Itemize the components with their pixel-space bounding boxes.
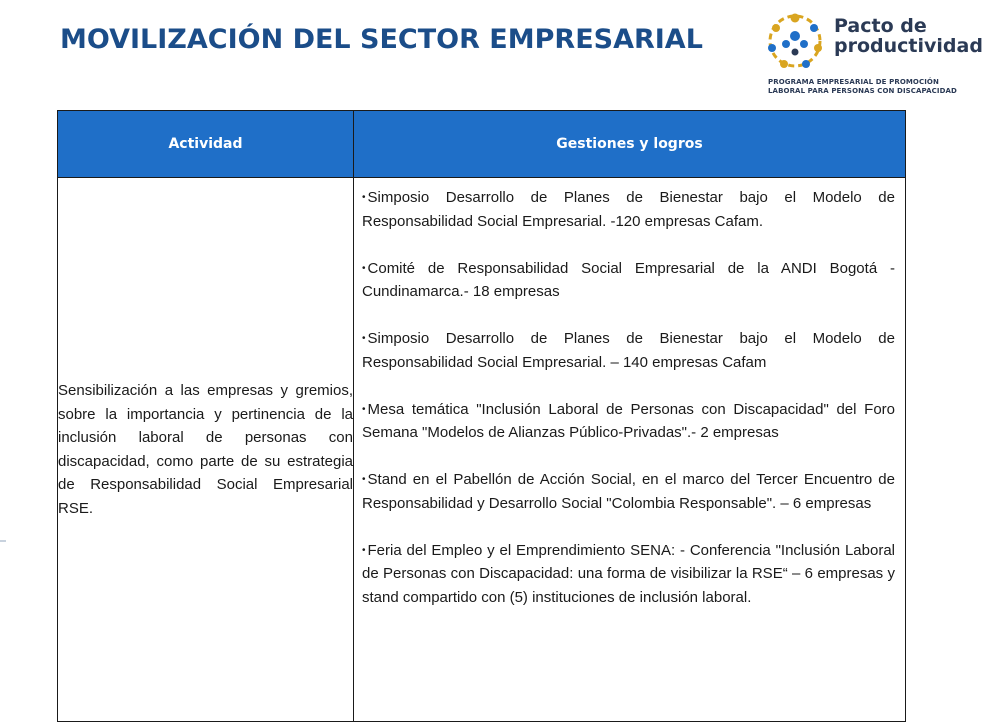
logro-item <box>362 468 895 515</box>
logro-text: Simposio Desarrollo de Planes de Bienestar bajo el Modelo de Responsabilidad Social Empresarial. -120 empresas Cafam. <box>362 189 895 230</box>
bullet-icon: • <box>362 333 366 344</box>
logro-item <box>362 327 895 374</box>
logros-cell <box>354 178 906 722</box>
header-actividad: Actividad <box>58 111 354 178</box>
header-gestiones-logros: Gestiones y logros <box>354 111 906 178</box>
slide-edge-mark <box>0 540 6 542</box>
logro-item <box>362 539 895 610</box>
bullet-icon: • <box>362 474 366 485</box>
logo-subtitle <box>768 78 958 96</box>
logro-text: Comité de Responsabilidad Social Empresarial de la ANDI Bogotá - Cundinamarca.- 18 empresas <box>362 259 895 300</box>
table-row <box>58 178 906 722</box>
activities-table <box>57 110 906 722</box>
logo-subtitle-line1: PROGRAMA EMPRESARIAL DE PROMOCIÓN <box>768 78 939 86</box>
logros-list <box>362 186 895 609</box>
pacto-logo <box>760 6 983 102</box>
logro-text: Stand en el Pabellón de Acción Social, en el marco del Tercer Encuentro de Responsabilidad y Desarrollo Social "Colombia Responsable". – 6 empresas <box>362 471 895 512</box>
bullet-icon: • <box>362 192 366 203</box>
activity-cell: Sensibilización a las empresas y gremios, sobre la importancia y pertinencia de la inclusión laboral de personas con discapacidad, como parte de su estrategia de Responsabilidad Social Empresarial RSE. <box>58 178 354 722</box>
table-header-row <box>58 111 906 178</box>
bullet-icon: • <box>362 403 366 415</box>
page-title: MOVILIZACIÓN DEL SECTOR EMPRESARIAL <box>60 24 703 55</box>
logro-text: Simposio Desarrollo de Planes de Bienestar bajo el Modelo de Responsabilidad Social Empresarial. – 140 empresas Cafam <box>362 330 895 371</box>
logro-item <box>362 398 895 445</box>
logo-name <box>834 16 983 56</box>
logro-item <box>362 257 895 304</box>
bullet-icon: • <box>362 544 366 556</box>
logo-name-line2: productividad <box>834 35 983 57</box>
logro-item <box>362 186 895 233</box>
logro-text: Mesa temática "Inclusión Laboral de Personas con Discapacidad" del Foro Semana "Modelos de Alianzas Público-Privadas".- 2 empresas <box>362 400 895 441</box>
bullet-icon: • <box>362 262 366 274</box>
logo-name-line1: Pacto de <box>834 15 927 37</box>
logo-subtitle-line2: LABORAL PARA PERSONAS CON DISCAPACIDAD <box>768 87 957 95</box>
pacto-logo-mark-icon <box>764 10 826 72</box>
logro-text: Feria del Empleo y el Emprendimiento SENA: - Conferencia "Inclusión Laboral de Personas con Discapacidad: una forma de visibilizar la RSE“ – 6 empresas y stand compartido con (5) instituciones de inclusión laboral. <box>362 541 895 606</box>
